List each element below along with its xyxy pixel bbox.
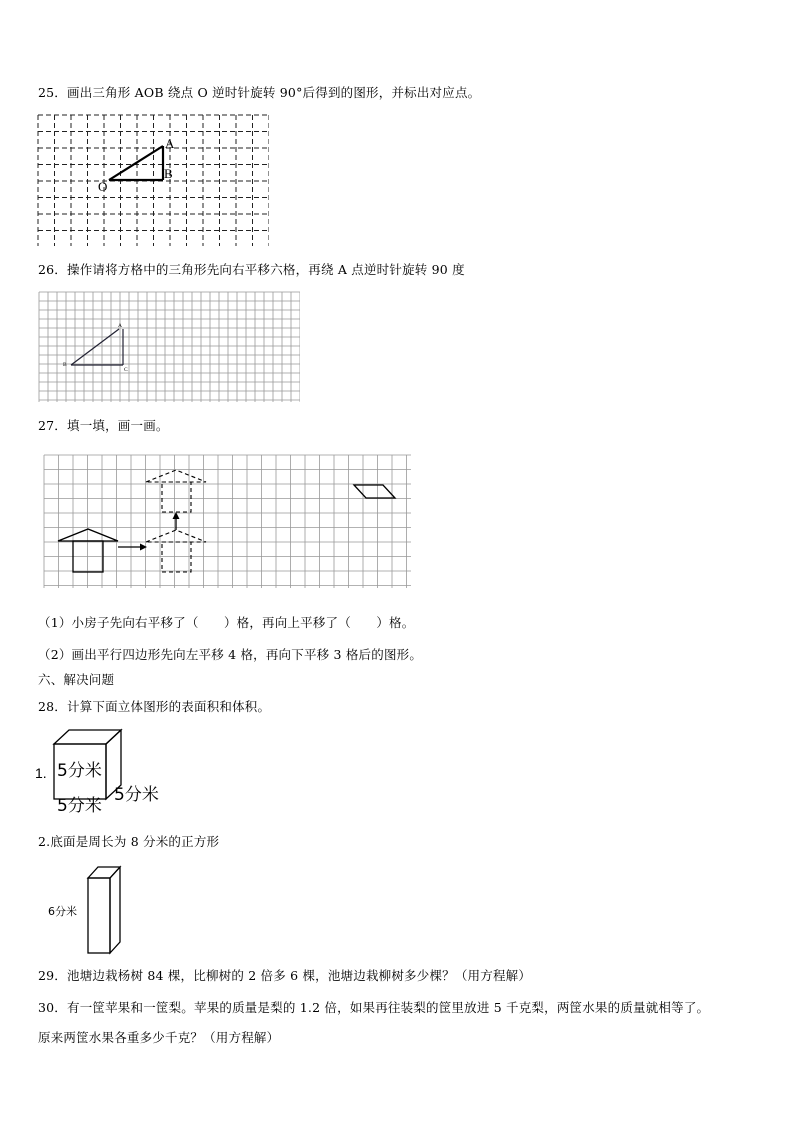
dashed-house-roof-1 [146, 530, 206, 542]
q25-text: 25．画出三角形 AOB 绕点 O 逆时针旋转 90°后得到的图形，并标出对应点。 [38, 85, 481, 100]
prism-height-label: 6分米 [48, 905, 77, 918]
dashed-house-roof-2 [146, 470, 206, 482]
label-o: O [98, 179, 108, 194]
cube-bottom-label: 5分米 [57, 796, 102, 816]
cube-front-label: 5分米 [57, 761, 102, 781]
fig2-text: 2.底面是周长为 8 分米的正方形 [38, 834, 220, 849]
q27-grid-figure [43, 454, 413, 589]
q30-line1: 30．有一筐苹果和一筐梨。苹果的质量是梨的 1.2 倍，如果再往装梨的筐里放进 5 千克梨，两筐水果的质量就相等了。 [38, 1000, 710, 1015]
fig1-number: 1. [35, 765, 47, 781]
cube-side-label: 5分米 [114, 785, 159, 805]
q30-line2: 原来两筐水果各重多少千克？（用方程解） [38, 1030, 280, 1045]
q27-sub1: （1）小房子先向右平移了（ ）格，再向上平移了（ ）格。 [38, 615, 415, 630]
q28-prism-figure [44, 862, 134, 956]
label-b: B [164, 166, 173, 181]
cube-top-face [54, 730, 121, 744]
triangle-side-oa [109, 146, 163, 180]
label-a: A [165, 136, 175, 151]
label-a: A [118, 323, 122, 329]
section-title: 六、解决问题 [38, 672, 115, 687]
dashed-house-body-1 [162, 542, 191, 572]
q29-text: 29．池塘边栽杨树 84 棵，比柳树的 2 倍多 6 棵，池塘边栽柳树多少棵？（用方程解） [38, 968, 532, 983]
q25-dashed-grid-figure [37, 114, 269, 246]
q26-text: 26．操作请将方格中的三角形先向右平移六格，再绕 A 点逆时针旋转 90 度 [38, 262, 465, 277]
q28-text: 28．计算下面立体图形的表面积和体积。 [38, 699, 271, 714]
arrow-right-icon [140, 544, 147, 551]
dashed-house-body-2 [162, 482, 191, 512]
parallelogram [354, 485, 395, 498]
prism-side-face [110, 867, 120, 953]
prism-front-face [88, 878, 110, 953]
q27-sub2: （2）画出平行四边形先向左平移 4 格，再向下平移 3 格后的图形。 [38, 647, 423, 662]
house-roof [58, 529, 118, 541]
q26-grid-figure [38, 291, 300, 403]
label-c: C [124, 367, 128, 373]
q27-text: 27．填一填，画一画。 [38, 418, 169, 433]
triangle-side-ab [71, 329, 119, 365]
label-b: B [63, 362, 67, 368]
q28-cube-figure [30, 726, 170, 820]
